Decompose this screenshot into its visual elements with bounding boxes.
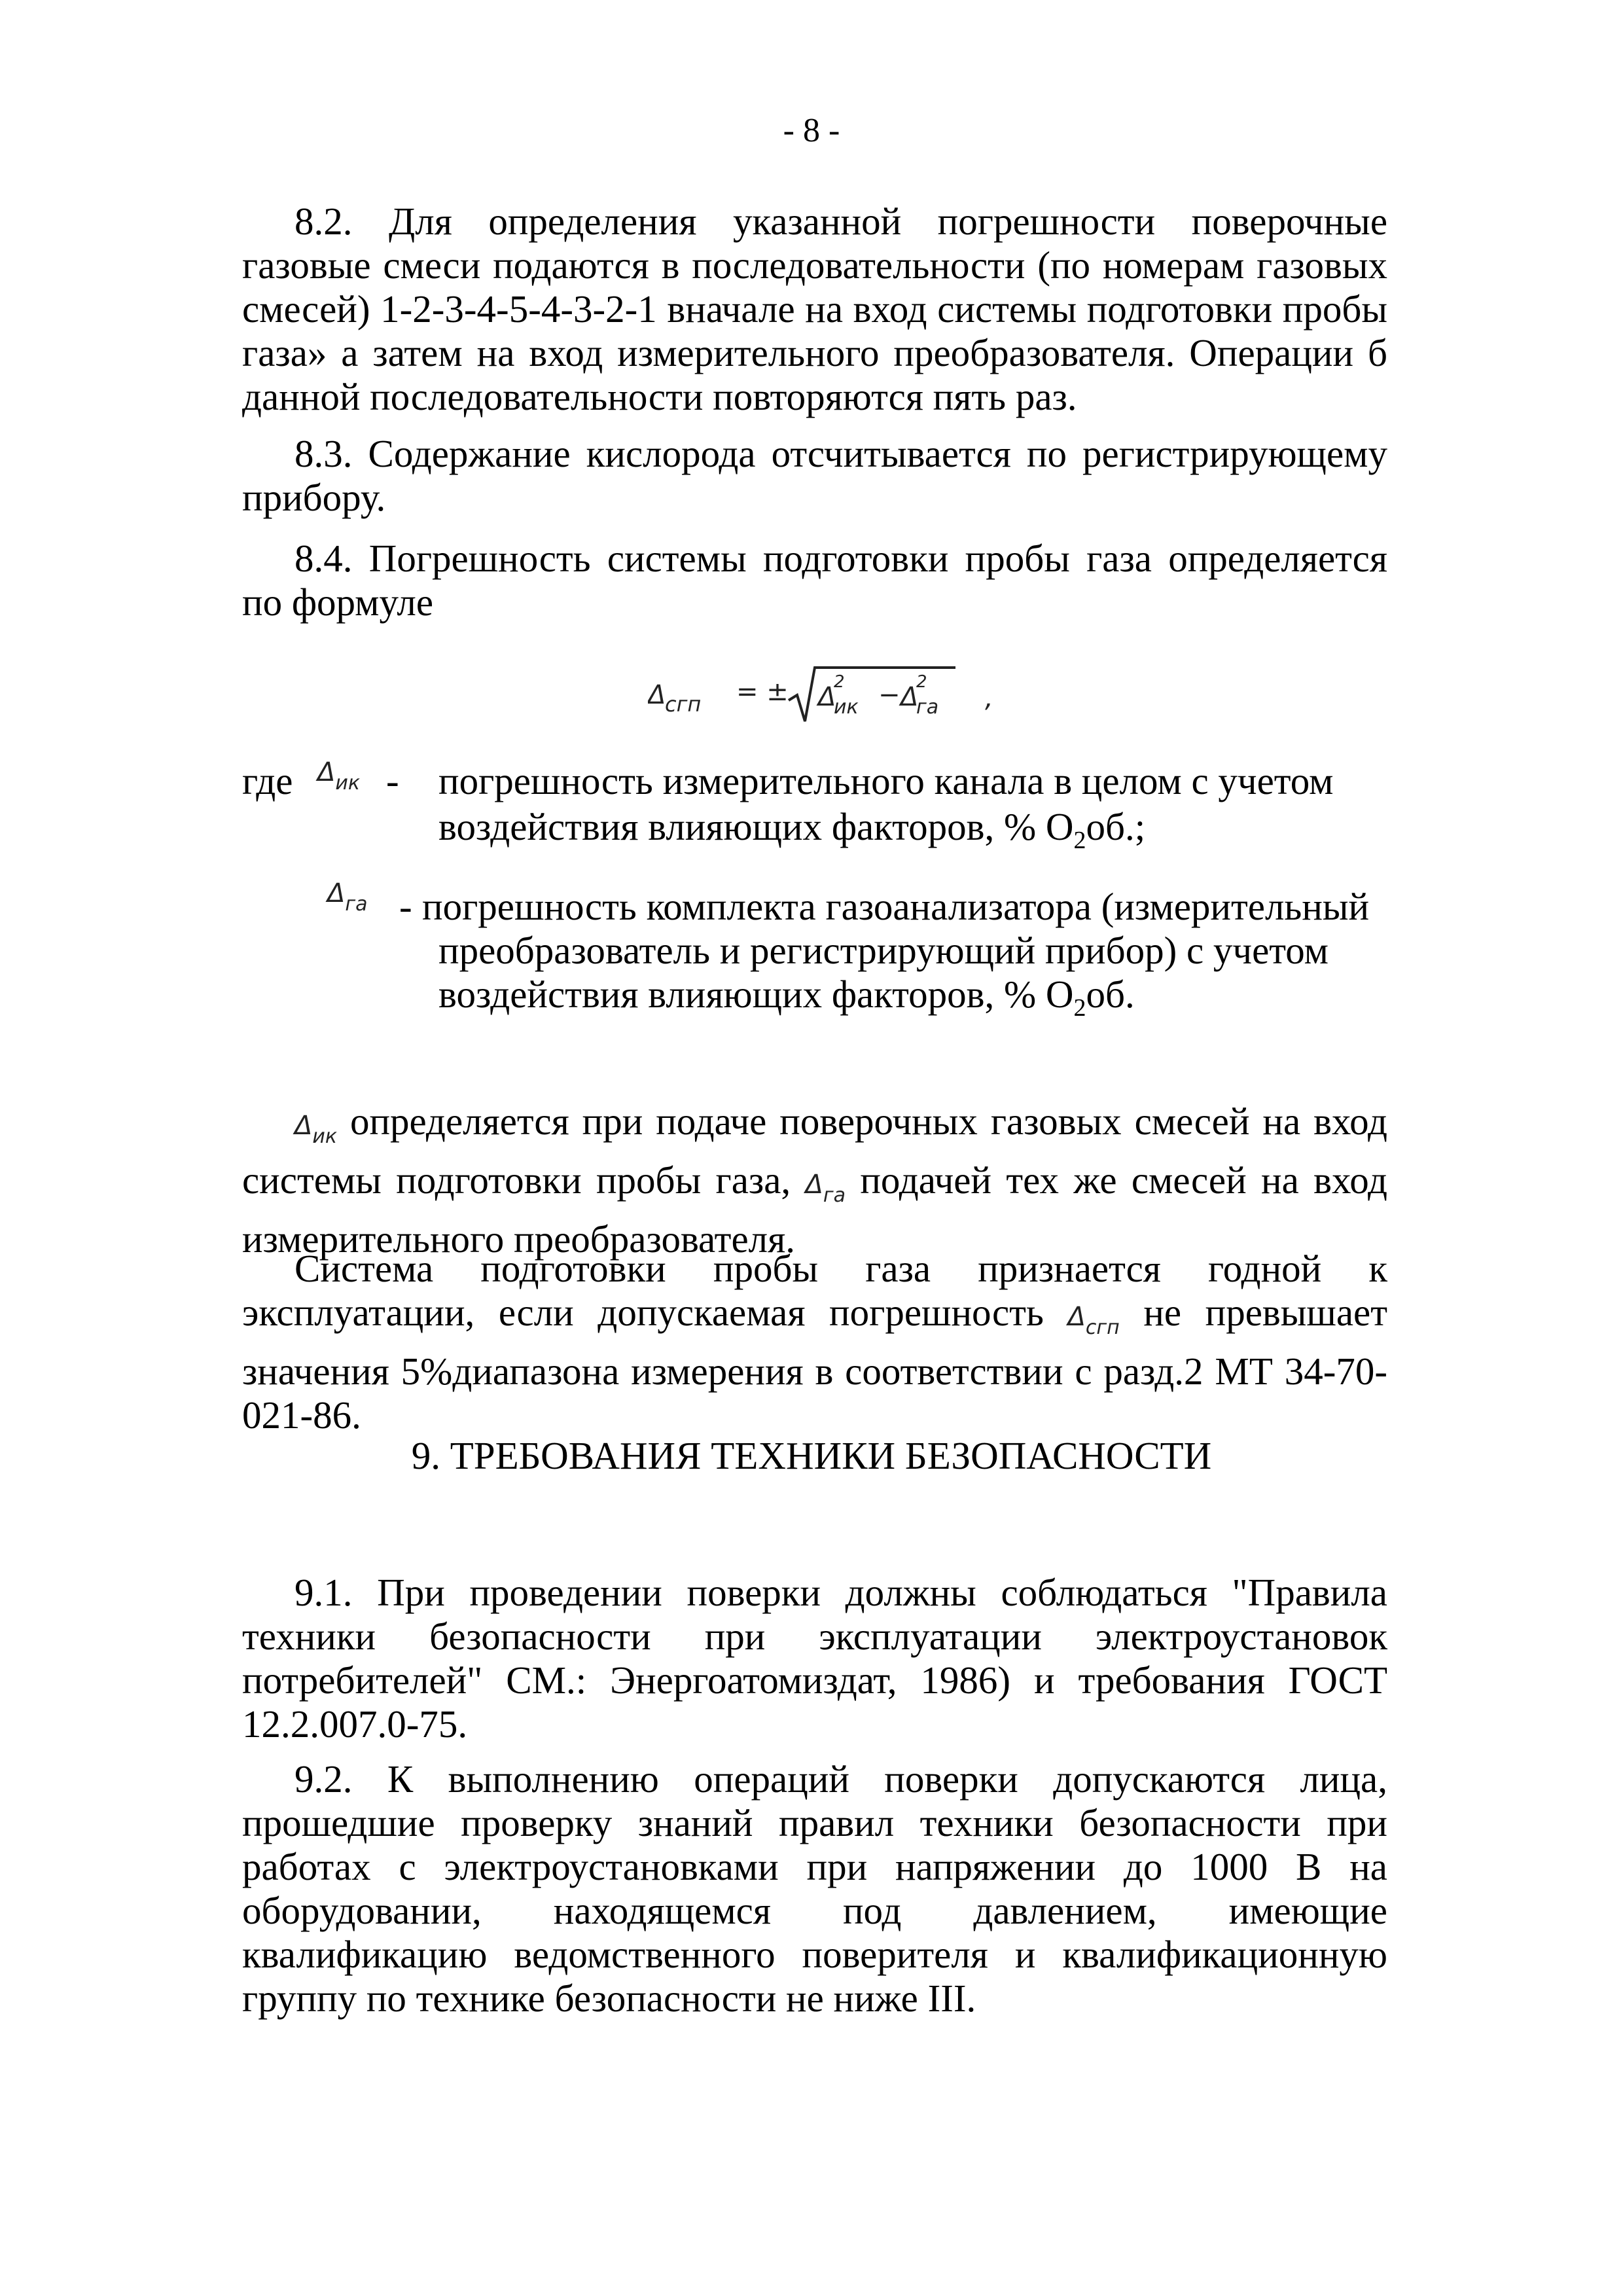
inline-delta-ik-subscript: ик: [312, 1124, 337, 1148]
definition-1-line-2: воздействия влияющих факторов, % $O_2об$.;: [438, 805, 1146, 854]
inline-delta-ga-subscript: га: [823, 1183, 846, 1207]
paragraph-9-1: 9.1. При проведении поверки должны соблюдаться "Правила техники безопасности при эксплуатации электроустановок потребителей" СМ.: Энергоатомиздат, 1986) и требования ГОСТ 12.2.007.0-75.: [242, 1571, 1387, 1746]
delta-ik-symbol: Δ: [317, 757, 336, 787]
formula-lhs-subscript: сгп: [665, 692, 702, 717]
delta-ga-symbol: Δ: [327, 878, 346, 908]
definition-2-line-1: погрешность комплекта газоанализатора (измерительный: [422, 885, 1370, 928]
error-formula: [648, 648, 1041, 733]
inline-delta-ik-symbol: Δ: [294, 1111, 313, 1141]
formula-term1-symbol: Δ: [818, 682, 836, 712]
paragraph-system-acceptance: Система подготовки пробы газа признается годной к эксплуатации, если допускаемая погрешность $\Delta_{сгп}$ не превышает значения 5%диапазона измерения в соответствии с разд.2 МТ 34-70-021-86.: [242, 1247, 1388, 1437]
definition-2-line-3: воздействия влияющих факторов, % $O_2об$.: [438, 973, 1135, 1022]
formula-comma: ,: [985, 683, 993, 713]
formula-equals-plusminus: = ±: [736, 677, 789, 707]
inline-delta-sgp-subscript: сгп: [1085, 1316, 1120, 1339]
formula-term2-symbol: Δ: [901, 682, 919, 712]
delta-ga-subscript: га: [345, 892, 368, 916]
where-dash-2: -: [399, 885, 412, 928]
definition-1-line-1: погрешность измерительного канала в целом с учетом: [438, 759, 1334, 802]
where-dash-1: -: [386, 759, 399, 802]
formula-lhs-symbol: Δ: [648, 680, 666, 710]
paragraph-9-2: 9.2. К выполнению операций поверки допускаются лица, прошедшие проверку знаний правил техники безопасности при работах с электроустановками при напряжении до 1000 В на оборудовании, находящемся под давлением, имеющие квалификацию ведомственного поверителя и квалификационную группу по технике безопасности не ниже III.: [242, 1757, 1387, 2020]
formula-term2-square: 2: [916, 672, 927, 692]
inline-delta-ga-symbol: Δ: [805, 1169, 823, 1200]
formula-minus: −: [878, 680, 901, 710]
definition-2-line-2: преобразователь и регистрирующий прибор) с учетом: [438, 929, 1329, 972]
formula-term1-square: 2: [834, 672, 845, 692]
paragraph-8-3: 8.3. Содержание кислорода отсчитывается по регистрирующему прибору.: [242, 432, 1387, 519]
section-9-heading: 9. ТРЕБОВАНИЯ ТЕХНИКИ БЕЗОПАСНОСТИ: [411, 1434, 1212, 1477]
delta-ik-subscript: ик: [335, 771, 360, 795]
paragraph-delta-definition: $\Delta_{ик}$ определяется при подаче поверочных газовых смесей на вход системы подготовки пробы газа, $\Delta_{га}$ подачей тех же смесей на вход измерительного преобразователя.: [242, 1100, 1388, 1261]
formula-term1-subscript: ик: [834, 696, 859, 719]
formula-term2-subscript: га: [916, 696, 939, 719]
paragraph-8-2: 8.2. Для определения указанной погрешности поверочные газовые смеси подаются в последовательности (по номерам газовых смесей) 1-2-3-4-5-4-3-2-1 вначале на вход системы подготовки пробы газа» а затем на вход измерительного преобразователя. Операции б данной последовательности повторяются пять раз.: [242, 200, 1387, 418]
inline-delta-sgp-symbol: Δ: [1067, 1302, 1086, 1332]
where-label: где: [242, 759, 293, 802]
page-number: - 8 -: [783, 112, 840, 149]
paragraph-8-4: 8.4. Погрешность системы подготовки пробы газа определяется по формуле: [242, 537, 1387, 624]
